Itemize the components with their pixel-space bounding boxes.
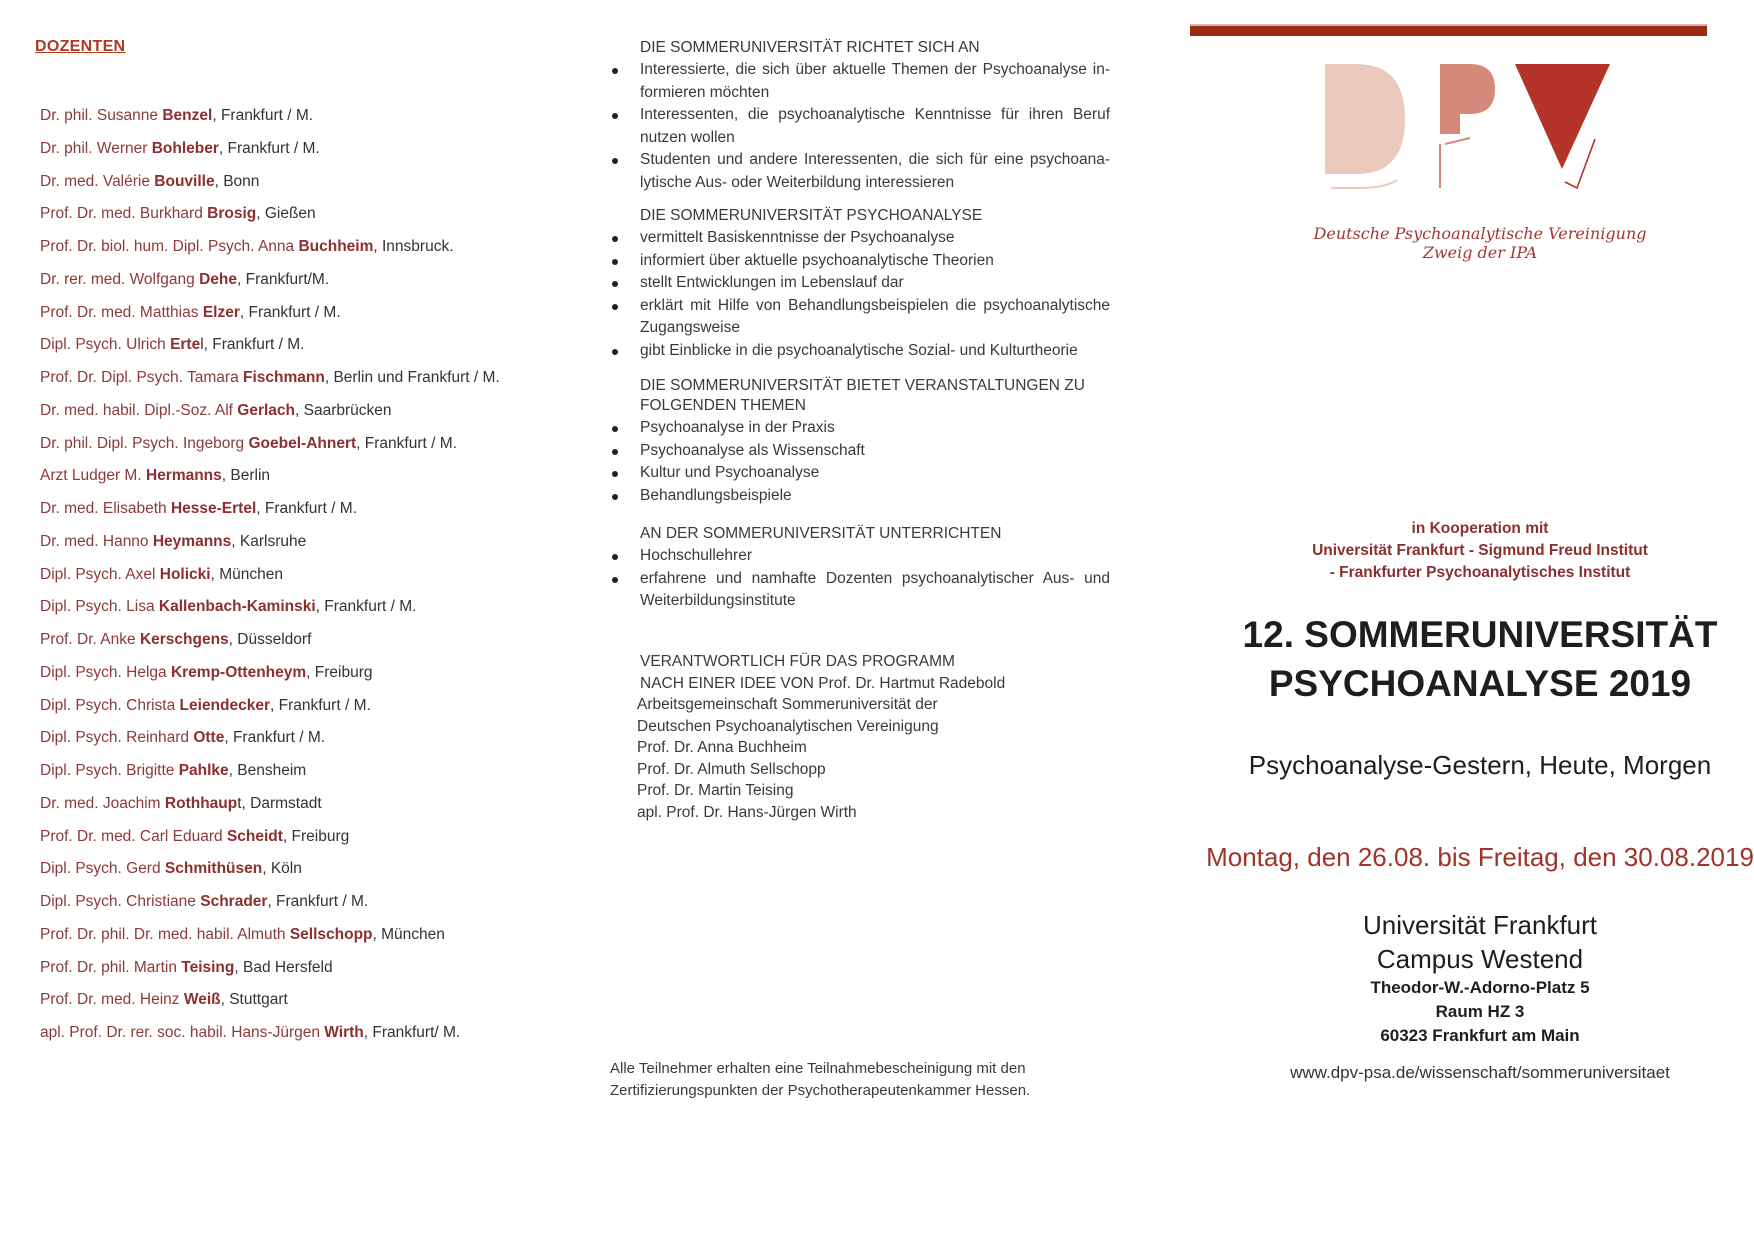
lecturer-title-first-name: Dipl. Psych. Axel (40, 565, 160, 583)
logo-subtitle (1190, 224, 1754, 262)
lecturer-surname: Pahlke (178, 762, 229, 779)
lecturer-city: , Köln (262, 860, 302, 878)
lecturer-title-first-name: Prof. Dr. Anke (40, 631, 140, 648)
lecturer-item (40, 825, 500, 858)
venue-name: Universität Frankfurt (1362, 910, 1598, 940)
lecturer-item (40, 661, 500, 694)
lecturer-city: , Stuttgart (220, 991, 288, 1009)
event-dates: Montag, den 26.08. bis Freitag, den 30.08.2019 (1206, 842, 1754, 872)
section-title: AN DER SOMMERUNIVERSITÄT UNTERRICHTEN (640, 525, 1002, 542)
lecturer-surname: Teising (181, 958, 235, 976)
list-item: stellt Entwicklungen im Lebenslauf dar (640, 272, 1110, 295)
section-audience (640, 38, 1110, 194)
lecturer-surname: Holicki (159, 565, 211, 583)
lecturer-title-first-name: Dipl. Psych. Helga (40, 663, 171, 681)
lecturer-city: , Innsbruck. (373, 238, 454, 255)
lecturer-title-first-name: Dipl. Psych. Brigitte (40, 762, 179, 779)
lecturer-item (40, 563, 500, 596)
cooperation-block (1190, 518, 1754, 584)
lecturer-item (40, 235, 500, 268)
lecturer-item (40, 399, 500, 432)
lecturer-item (40, 137, 500, 170)
cooperation-intro: in Kooperation mit (1411, 520, 1549, 537)
lecturer-city: , Bensheim (228, 762, 307, 779)
responsibility-line: apl. Prof. Dr. Hans-Jürgen Wirth (637, 803, 857, 821)
lecturer-title-first-name: Prof. Dr. phil. Dr. med. habil. Almuth (40, 925, 290, 943)
lecturer-city: , Freiburg (306, 663, 373, 681)
lecturer-item (40, 497, 500, 530)
lecturer-title-first-name: Dr. med. Valérie (40, 172, 155, 190)
list-item: vermittelt Basiskenntnisse der Psychoanalyse (640, 227, 1110, 250)
list-item: erfahrene und namhafte Dozenten psychoanalytischer Aus- und Weiterbildungsinstitute (640, 568, 1110, 613)
list-item: gibt Einblicke in die psychoanalytische Sozial- und Kulturtheorie (640, 340, 1110, 363)
venue-street: Theodor-W.-Adorno-Platz 5 (1370, 978, 1590, 997)
lecturer-title-first-name: Prof. Dr. med. Heinz (40, 991, 184, 1009)
lecturer-item (40, 792, 500, 825)
lecturer-title-first-name: Dipl. Psych. Ulrich (40, 336, 171, 354)
lecturer-city: , Frankfurt / M. (270, 696, 371, 714)
lecturers-heading: DOZENTEN (35, 38, 126, 55)
lecturer-city: , Saarbrücken (295, 401, 392, 419)
lecturer-item (40, 301, 500, 334)
lecturer-surname: Elzer (202, 303, 240, 321)
lecturer-city: , Frankfurt/ M. (363, 1024, 461, 1041)
lecturer-surname: Goebel-Ahnert (248, 434, 357, 452)
lecturer-surname: Scheidt (226, 827, 283, 845)
lecturer-surname: Leiendecker (179, 696, 271, 714)
lecturer-title-first-name: Dr. med. Elisabeth (40, 500, 171, 517)
lecturer-city: , München (372, 925, 445, 943)
top-accent-bar (1190, 24, 1707, 36)
lecturer-title-first-name: Dr. rer. med. Wolfgang (40, 270, 200, 288)
lecturer-city: , Bonn (214, 172, 260, 190)
lecturer-surname: Dehe (199, 270, 237, 288)
lecturer-item (40, 530, 500, 563)
list-item: Kultur und Psychoanalyse (640, 462, 1110, 485)
lecturer-city: , Frankfurt / M. (239, 303, 341, 321)
lecturer-title-first-name: Prof. Dr. med. Matthias (40, 303, 203, 321)
lecturer-surname: Kremp-Ottenheym (170, 663, 307, 681)
list-item: Hochschullehrer (640, 545, 1110, 568)
lecturer-surname: Schrader (200, 893, 268, 910)
lecturer-city: , Frankfurt / M. (224, 729, 326, 747)
lecturer-title-first-name: Dipl. Psych. Lisa (40, 598, 159, 616)
lecturer-item (40, 726, 500, 759)
lecturer-surname: Bohleber (151, 139, 219, 157)
lecturer-item (40, 333, 500, 366)
lecturer-city: , Freiburg (282, 827, 350, 845)
lecturer-title-first-name: Prof. Dr. Dipl. Psych. Tamara (40, 369, 243, 386)
responsibility-heading: VERANTWORTLICH FÜR DAS PROGRAMM (640, 653, 955, 670)
logo-org-name: Deutsche Psychoanalytische Vereinigung (1313, 224, 1647, 243)
responsibility-line: Prof. Dr. Anna Buchheim (637, 739, 807, 756)
list-item: Studenten und andere Interessenten, die sich für eine psychoana-lytische Aus- oder Weiterbildung interessieren (640, 149, 1110, 194)
section-offer (640, 206, 1110, 362)
lecturer-surname: Schmithüsen (164, 860, 263, 878)
lecturer-city: , Frankfurt / M. (256, 500, 358, 517)
section-topics (640, 376, 1110, 507)
lecturer-surname: Gerlach (237, 401, 296, 419)
program-responsibility (637, 651, 1117, 823)
list-item: Interessenten, die psychoanalytische Kenntnisse für ihren Beruf nutzen wollen (640, 104, 1110, 149)
list-item: erklärt mit Hilfe von Behandlungsbeispielen die psychoanalytische Zugangsweise (640, 295, 1110, 340)
lecturer-surname: Weiß (183, 991, 221, 1009)
lecturer-title-first-name: Dipl. Psych. Christa (40, 696, 180, 714)
lecturer-item (40, 170, 500, 203)
lecturer-title-first-name: apl. Prof. Dr. rer. soc. habil. Hans-Jürgen (40, 1024, 325, 1041)
lecturer-item (40, 759, 500, 792)
lecturer-title-first-name: Prof. Dr. phil. Martin (40, 958, 182, 976)
lecturer-item (40, 923, 500, 956)
responsibility-idea: NACH EINER IDEE VON Prof. Dr. Hartmut Radebold (640, 674, 1006, 692)
section-title: DIE SOMMERUNIVERSITÄT RICHTET SICH AN (640, 39, 980, 56)
lecturer-item (40, 202, 500, 235)
cooperation-partner-1: Universität Frankfurt - Sigmund Freud Institut (1312, 542, 1648, 559)
lecturer-city: , Frankfurt / M. (356, 434, 457, 452)
lecturer-item (40, 857, 500, 890)
cooperation-partner-2: - Frankfurter Psychoanalytisches Institut (1329, 564, 1631, 581)
lecturer-city: , Frankfurt / M. (212, 107, 314, 124)
lecturer-surname: Brosig (207, 205, 257, 223)
lecturer-title-first-name: Dr. med. Hanno (40, 532, 153, 550)
section-teachers (640, 524, 1110, 613)
lecturer-city: , München (210, 565, 283, 583)
logo-branch: Zweig der IPA (1422, 243, 1538, 262)
lecturer-surname: Heymanns (152, 532, 232, 550)
section-title: DIE SOMMERUNIVERSITÄT BIETET VERANSTALTUNGEN ZU FOLGENDEN THEMEN (640, 377, 1085, 414)
list-item: Behandlungsbeispiele (640, 485, 1110, 508)
lecturer-title-first-name: Dr. med. habil. Dipl.-Soz. Alf (40, 401, 238, 419)
event-title (1190, 610, 1754, 708)
certificate-note: Alle Teilnehmer erhalten eine Teilnahmebescheinigung mit den Zertifizierungspunkten der Psychotherapeutenkammer Hessen. (610, 1060, 1031, 1099)
list-item: Interessierte, die sich über aktuelle Themen der Psychoanalyse in-formieren möchten (640, 59, 1110, 104)
lecturer-item (40, 1021, 500, 1054)
lecturer-surname: Sellschopp (289, 925, 373, 943)
lecturer-title-first-name: Dr. med. Joachim (40, 794, 165, 812)
lecturer-item (40, 628, 500, 661)
lecturer-title-first-name: Prof. Dr. med. Carl Eduard (40, 827, 227, 845)
lecturer-city: , Frankfurt / M. (267, 893, 369, 910)
lecturer-city: l, Frankfurt / M. (200, 336, 305, 354)
list-item: Psychoanalyse als Wissenschaft (640, 440, 1110, 463)
lecturer-item (40, 464, 500, 497)
lecturer-title-first-name: Prof. Dr. med. Burkhard (40, 205, 208, 223)
responsibility-line: Arbeitsgemeinschaft Sommeruniversität der (637, 696, 938, 713)
lecturer-title-first-name: Arzt Ludger M. (40, 467, 146, 485)
website-link[interactable]: www.dpv-psa.de/wissenschaft/sommeruniversitaet (1290, 1063, 1670, 1082)
lecturer-surname: Buchheim (298, 238, 374, 255)
lecturer-title-first-name: Dipl. Psych. Christiane (40, 893, 201, 910)
section-title: DIE SOMMERUNIVERSITÄT PSYCHOANALYSE (640, 207, 983, 224)
lecturer-title-first-name: Dipl. Psych. Reinhard (40, 729, 194, 747)
lecturer-title-first-name: Dr. phil. Susanne (40, 107, 163, 124)
lecturer-item (40, 988, 500, 1021)
lecturer-city: , Karlsruhe (231, 532, 307, 550)
lecturer-title-first-name: Dr. phil. Werner (40, 139, 152, 157)
lecturer-surname: Otte (193, 729, 225, 747)
lecturer-city: t, Darmstadt (237, 794, 322, 812)
lecturer-surname: Wirth (324, 1024, 364, 1041)
lecturer-item (40, 432, 500, 465)
venue-city: 60323 Frankfurt am Main (1380, 1026, 1580, 1045)
lecturer-item (40, 890, 500, 923)
lecturer-surname: Benzel (162, 107, 213, 124)
lecturer-city: , Berlin und Frankfurt / M. (324, 369, 500, 386)
lecturer-city: , Bad Hersfeld (234, 958, 333, 976)
venue-room: Raum HZ 3 (1435, 1002, 1525, 1021)
lecturer-city: , Frankfurt / M. (218, 139, 320, 157)
lecturer-list (40, 104, 500, 1054)
lecturer-title-first-name: Prof. Dr. biol. hum. Dipl. Psych. Anna (40, 238, 299, 255)
lecturer-city: , Frankfurt / M. (315, 598, 417, 616)
lecturer-item (40, 268, 500, 301)
lecturer-item (40, 694, 500, 727)
venue-campus: Campus Westend (1376, 944, 1584, 974)
responsibility-line: Prof. Dr. Almuth Sellschopp (637, 760, 826, 778)
list-item: informiert über aktuelle psychoanalytische Theorien (640, 250, 1110, 273)
lecturer-title-first-name: Dipl. Psych. Gerd (40, 860, 165, 878)
lecturer-city: , Berlin (221, 467, 271, 485)
dpv-logo-icon (1325, 64, 1615, 214)
lecturer-title-first-name: Dr. phil. Dipl. Psych. Ingeborg (40, 434, 249, 452)
lecturer-item (40, 104, 500, 137)
lecturer-surname: Kallenbach-Kaminski (158, 598, 316, 616)
event-title-line-2: PSYCHOANALYSE 2019 (1268, 663, 1692, 704)
event-subtitle: Psychoanalyse-Gestern, Heute, Morgen (1248, 750, 1712, 780)
lecturer-city: , Düsseldorf (228, 631, 312, 648)
lecturer-surname: Kerschgens (139, 631, 229, 648)
lecturer-item (40, 595, 500, 628)
list-item: Psychoanalyse in der Praxis (640, 417, 1110, 440)
lecturer-surname: Bouville (154, 172, 215, 190)
event-title-line-1: 12. SOMMERUNIVERSITÄT (1242, 614, 1718, 655)
responsibility-line: Prof. Dr. Martin Teising (637, 782, 794, 799)
venue-block (1190, 908, 1754, 1048)
lecturer-item (40, 366, 500, 399)
lecturer-surname: Erte (170, 336, 201, 354)
lecturer-item (40, 956, 500, 989)
lecturer-surname: Fischmann (243, 369, 325, 386)
lecturer-surname: Rothhaup (164, 794, 238, 812)
responsibility-line: Deutschen Psychoanalytischen Vereinigung (637, 717, 939, 735)
lecturer-city: , Frankfurt/M. (237, 270, 330, 288)
lecturer-surname: Hesse-Ertel (170, 500, 257, 517)
lecturer-city: , Gießen (256, 205, 316, 223)
lecturer-surname: Hermanns (145, 467, 222, 485)
